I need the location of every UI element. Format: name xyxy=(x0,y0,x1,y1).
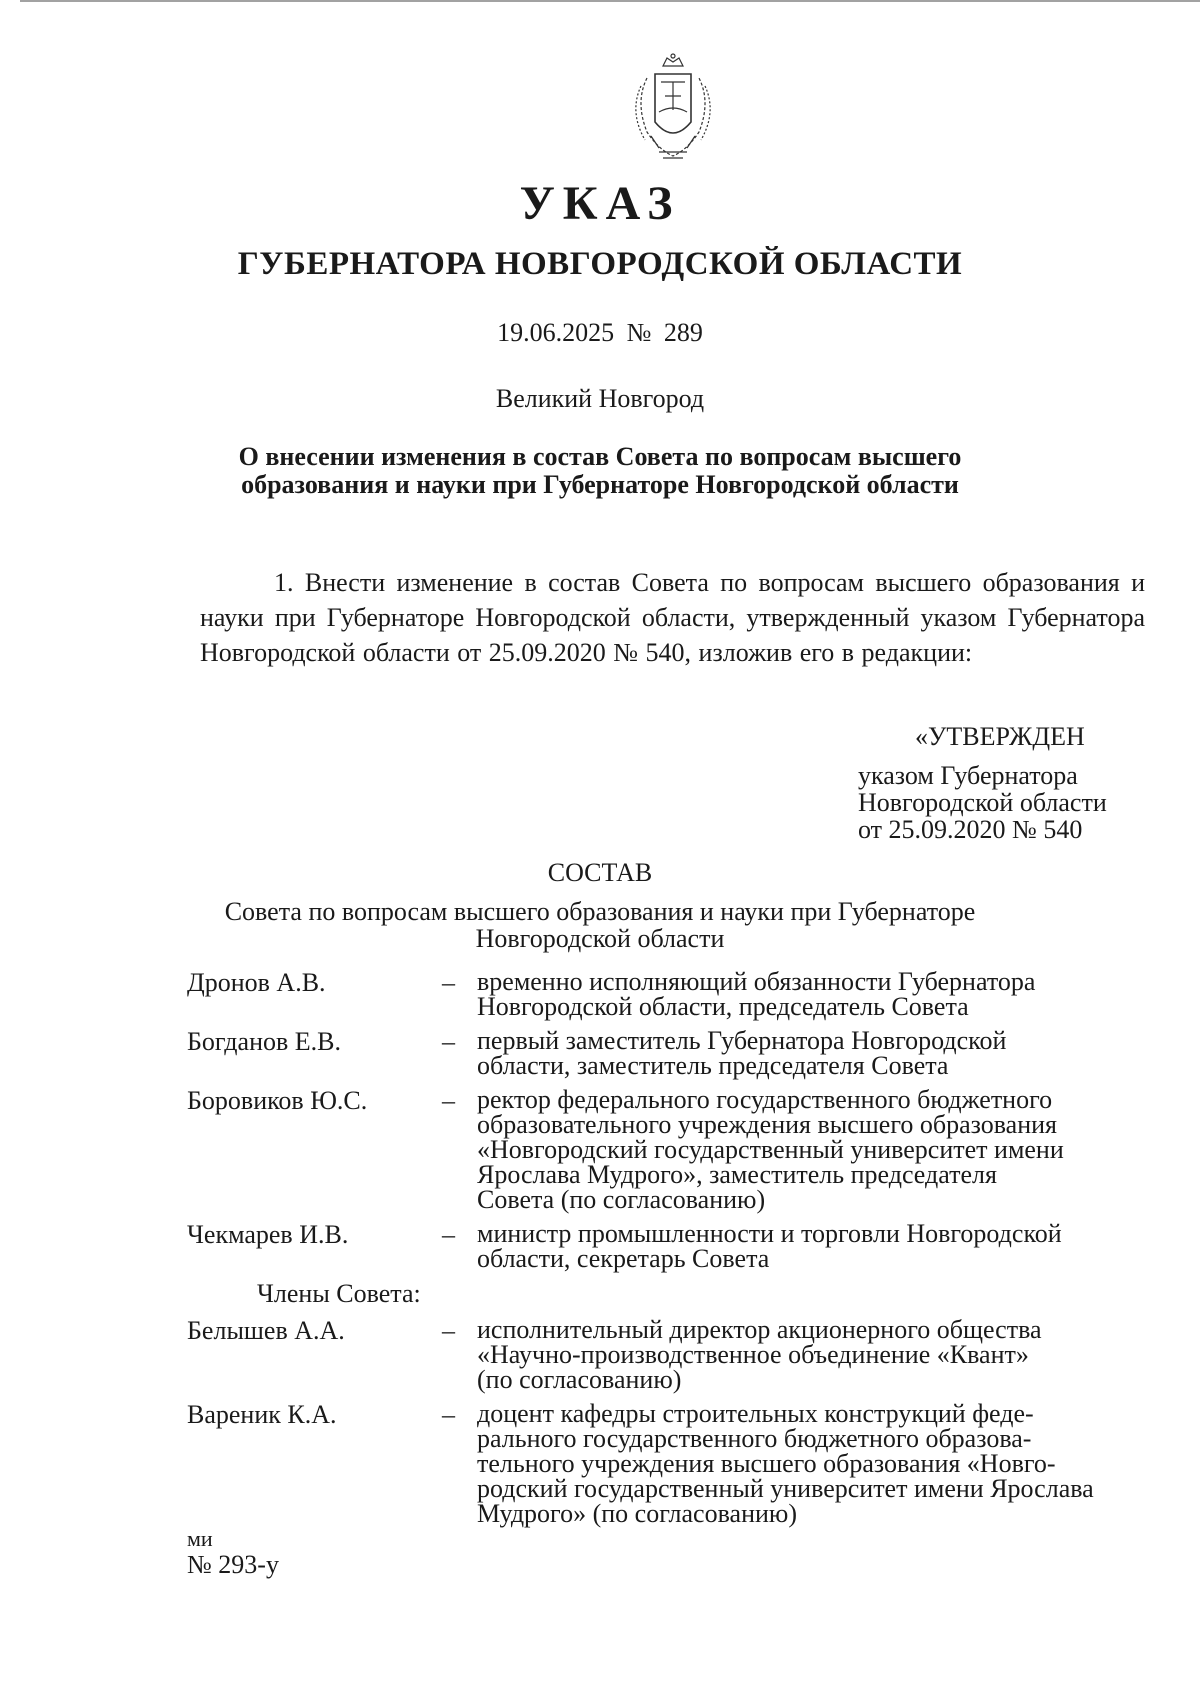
member-position-line: родский государственный университет имени Ярослава xyxy=(477,1474,1094,1503)
member-position-line: области, заместитель председателя Совета xyxy=(477,1051,949,1080)
member-row xyxy=(187,1087,1147,1212)
member-position-line: области, секретарь Совета xyxy=(477,1244,770,1273)
member-name: Вареник К.А. xyxy=(187,1400,337,1429)
approval-line: от 25.09.2020 № 540 xyxy=(858,815,1083,844)
subject-line: образования и науки при Губернаторе Новгородской области xyxy=(241,470,959,499)
member-dash: – xyxy=(442,968,455,997)
member-dash: – xyxy=(442,1086,455,1115)
member-position xyxy=(477,1028,1129,1078)
document-subject xyxy=(0,443,1200,499)
approval-stamp-title: «УТВЕРЖДЕН xyxy=(915,722,1085,751)
composition-list xyxy=(187,969,1147,1535)
member-position-line: Новгородской области, председатель Совета xyxy=(477,992,969,1021)
member-position-line: «Новгородский государственный университет имени xyxy=(477,1135,1064,1164)
member-dash: – xyxy=(442,1220,455,1249)
approval-line: Новгородской области xyxy=(858,788,1107,817)
leaders-list xyxy=(187,969,1147,1271)
member-row xyxy=(187,969,1147,1019)
document-title: УКАЗ xyxy=(519,177,681,230)
document-issuer: ГУБЕРНАТОРА НОВГОРОДСКОЙ ОБЛАСТИ xyxy=(237,246,963,282)
approval-line: указом Губернатора xyxy=(858,761,1078,790)
member-position-line: ректор федерального государственного бюджетного xyxy=(477,1085,1053,1114)
body-paragraph: 1. Внести изменение в состав Совета по вопросам высшего образования и науки при Губернаторе Новгородской области, утвержденный указом Губернатора Новгородской области от 25.09.2020 № 540, изложив его в редакции: xyxy=(200,568,1145,667)
member-name: Боровиков Ю.С. xyxy=(187,1086,368,1115)
footer-initials: ми xyxy=(187,1526,213,1551)
member-position-line: «Научно-производственное объединение «Квант» xyxy=(477,1340,1029,1369)
member-position-line: тельного учреждения высшего образования «Новго- xyxy=(477,1449,1056,1478)
member-position xyxy=(477,969,1129,1019)
member-position-line: доцент кафедры строительных конструкций феде- xyxy=(477,1399,1034,1428)
member-position xyxy=(477,1221,1129,1271)
approval-details xyxy=(858,762,1107,843)
composition-title: СОСТАВ xyxy=(547,858,653,887)
footer-doc-number: № 293-у xyxy=(187,1550,279,1579)
document-city: Великий Новгород xyxy=(495,384,705,413)
member-name: Чекмарев И.В. xyxy=(187,1220,349,1249)
member-position-line: Мудрого» (по согласованию) xyxy=(477,1499,797,1528)
member-position-line: Совета (по согласованию) xyxy=(477,1185,766,1214)
member-position xyxy=(477,1317,1129,1392)
document-footer xyxy=(187,1528,279,1580)
member-position-line: рального государственного бюджетного образова- xyxy=(477,1424,1032,1453)
member-position-line: образовательного учреждения высшего образования xyxy=(477,1110,1057,1139)
members-list xyxy=(187,1317,1147,1526)
members-label: Члены Совета: xyxy=(257,1279,421,1308)
composition-subtitle-line: Новгородской области xyxy=(475,924,725,953)
member-position-line: временно исполняющий обязанности Губернатора xyxy=(477,967,1036,996)
member-position-line: (по согласованию) xyxy=(477,1365,682,1394)
member-dash: – xyxy=(442,1316,455,1345)
member-name: Богданов Е.В. xyxy=(187,1027,341,1056)
coat-of-arms-emblem xyxy=(625,52,721,170)
scan-edge-line xyxy=(20,0,1200,5)
member-dash: – xyxy=(442,1027,455,1056)
composition-subtitle xyxy=(0,898,1200,952)
member-row xyxy=(187,1221,1147,1271)
member-row xyxy=(187,1317,1147,1392)
member-position xyxy=(477,1087,1129,1212)
member-position xyxy=(477,1401,1129,1526)
member-dash: – xyxy=(442,1400,455,1429)
document-date-number: 19.06.2025 № 289 xyxy=(497,318,703,347)
member-position-line: первый заместитель Губернатора Новгородской xyxy=(477,1026,1007,1055)
member-position-line: Ярослава Мудрого», заместитель председателя xyxy=(477,1160,997,1189)
subject-line: О внесении изменения в состав Совета по вопросам высшего xyxy=(238,442,962,471)
member-position-line: исполнительный директор акционерного общества xyxy=(477,1315,1042,1344)
composition-subtitle-line: Совета по вопросам высшего образования и науки при Губернаторе xyxy=(224,897,976,926)
member-name: Белышев А.А. xyxy=(187,1316,345,1345)
member-position-line: министр промышленности и торговли Новгородской xyxy=(477,1219,1062,1248)
member-row xyxy=(187,1401,1147,1526)
member-row xyxy=(187,1028,1147,1078)
member-name: Дронов А.В. xyxy=(187,968,326,997)
